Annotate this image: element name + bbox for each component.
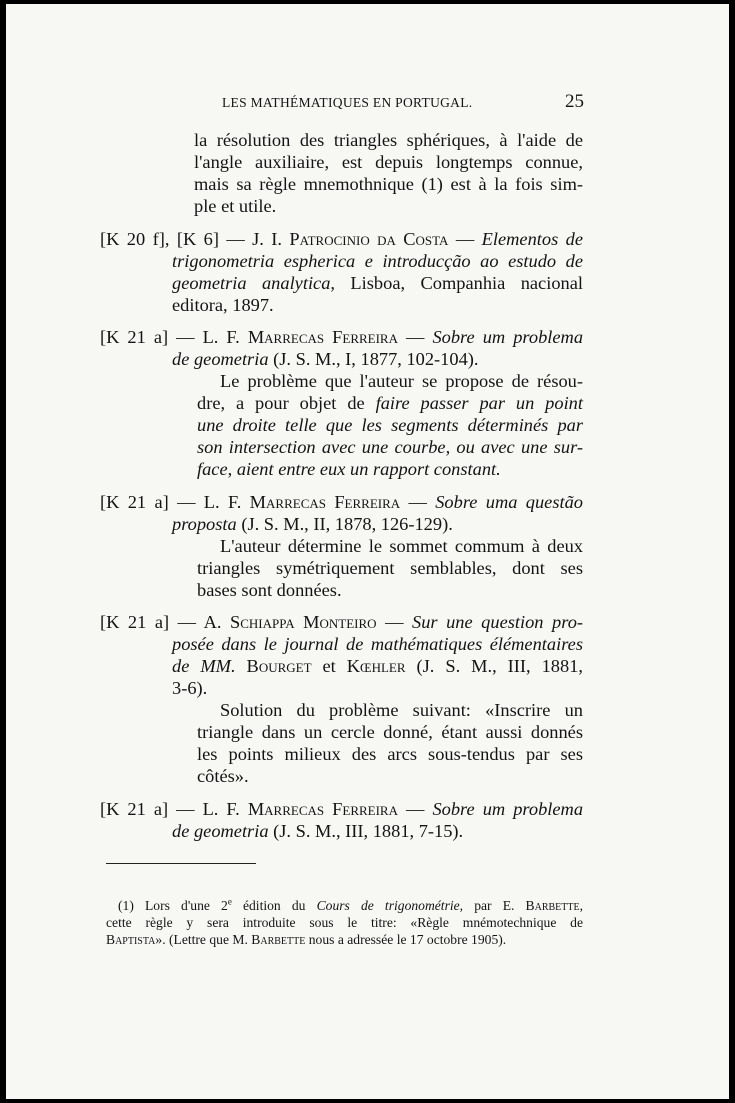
- text-line: mais sa règle mnemothnique (1) est à la fois sim-: [194, 174, 583, 194]
- author-name: Kœhler: [346, 656, 406, 676]
- author-name: Baptista: [106, 932, 156, 947]
- entry-title-line: [172, 273, 583, 294]
- entry-author: Marrecas Ferreira: [247, 799, 398, 819]
- journal-reference: (J. S. M., II, 1878, 126-129).: [236, 514, 453, 534]
- entry-ref: [K 21 a] — L. F.: [100, 492, 250, 512]
- summary-line: L'auteur détermine le sommet commum à deux: [220, 536, 583, 556]
- entry-title-line: posée dans le journal de mathématiques élémentaires: [172, 634, 583, 654]
- entry-title: Sobre um problema: [432, 327, 584, 347]
- summary-line: dre, a pour objet de faire passer par un point: [197, 393, 583, 413]
- journal-reference: (J. S. M., I, 1877, 102-104).: [268, 349, 479, 369]
- summary-line: bases sont données.: [197, 580, 342, 600]
- entry-ref: [K 20 f], [K 6] — J. I.: [100, 229, 290, 249]
- entry-author: Patrocinio da Costa: [289, 229, 449, 249]
- dash: —: [376, 612, 413, 632]
- text-line: ple et utile.: [194, 196, 277, 216]
- dash: —: [400, 492, 436, 512]
- entry-publisher: editora, 1897.: [172, 295, 274, 315]
- summary-line: Le problème que l'auteur se propose de résou-: [220, 371, 583, 391]
- author-name: Bourget: [246, 656, 312, 676]
- entry-author: Marrecas Ferreira: [247, 327, 398, 347]
- entry-citation: [172, 349, 479, 370]
- journal-reference: (J. S. M., III, 1881,: [405, 656, 583, 676]
- entry-title: de geometria: [172, 821, 269, 841]
- summary-line: face, aient entre eux un rapport constant.: [197, 459, 501, 479]
- book-title: Cours de trigonométrie,: [316, 898, 464, 913]
- entry-ref: [K 21 a] — A.: [100, 612, 230, 632]
- entry-citation: [172, 514, 453, 535]
- text-line: la résolution des triangles sphériques, à l'aide de: [194, 130, 583, 150]
- footnote-line: cette règle y sera introduite sous le titre: «Règle mnémotechnique de: [106, 915, 583, 930]
- footnote-line: Baptista». (Lettre que M. Barbette nous a adressée le 17 octobre 1905).: [106, 932, 507, 947]
- text-line: l'angle auxiliaire, est depuis longtemps connue,: [194, 152, 583, 172]
- summary-line: Solution du problème suivant: «Inscrire un: [220, 700, 583, 720]
- entry-title: proposta: [172, 514, 237, 534]
- entry-title: de MM.: [172, 656, 247, 676]
- book-page: [6, 4, 729, 1099]
- entry-title: de geometria: [172, 349, 269, 369]
- entry-title: geometria analytica,: [172, 273, 336, 293]
- summary-line: son intersection avec une courbe, ou avec une sur-: [197, 437, 583, 457]
- summary-line: triangles symétriquement semblables, dont ses: [197, 558, 583, 578]
- summary-line: triangle dans un cercle donné, étant aussi donnés: [197, 722, 583, 742]
- dash: —: [398, 799, 433, 819]
- entry-heading: [100, 492, 583, 513]
- summary-line: côtés».: [197, 766, 249, 786]
- dash: —: [398, 327, 433, 347]
- running-title: LES MATHÉMATIQUES EN PORTUGAL.: [222, 95, 473, 110]
- summary-line: les points milieux des arcs sous-tendus par ses: [197, 744, 583, 764]
- author-name: Barbette,: [525, 898, 584, 913]
- entry-ref: [K 21 a] — L. F.: [100, 327, 248, 347]
- entry-heading: [100, 327, 583, 348]
- entry-title: Sobre uma questão: [435, 492, 584, 512]
- entry-heading: [100, 612, 583, 633]
- summary-line: une droite telle que les segments déterminés par: [197, 415, 583, 435]
- journal-reference: (J. S. M., III, 1881, 7-15).: [268, 821, 464, 841]
- page-header: [222, 91, 584, 113]
- entry-title: Elementos de: [481, 229, 584, 249]
- entry-ref: [K 21 a] — L. F.: [100, 799, 248, 819]
- entry-title: Sur une question pro-: [412, 612, 584, 632]
- entry-author: Marrecas Ferreira: [249, 492, 401, 512]
- entry-heading: [100, 799, 583, 820]
- entry-author: Schiappa Monteiro: [229, 612, 377, 632]
- dash: —: [448, 229, 482, 249]
- entry-title: Sobre um problema: [432, 799, 584, 819]
- footnote-line: (1) Lors d'une 2e édition du Cours de trigonométrie, par E. Barbette,: [118, 896, 584, 913]
- entry-citation: de MM. Bourget et Kœhler (J. S. M., III, 1881,: [172, 656, 583, 676]
- entry-title-line: trigonometria espherica e introducção ao estudo de: [172, 251, 583, 271]
- author-name: Barbette: [251, 932, 306, 947]
- entry-publisher: Lisboa, Companhia nacional: [335, 273, 583, 293]
- entry-citation: [172, 821, 463, 842]
- page-number: 25: [565, 91, 584, 112]
- footnote-rule: [106, 863, 256, 864]
- journal-pages: 3-6).: [172, 678, 208, 698]
- entry-heading: [100, 229, 583, 250]
